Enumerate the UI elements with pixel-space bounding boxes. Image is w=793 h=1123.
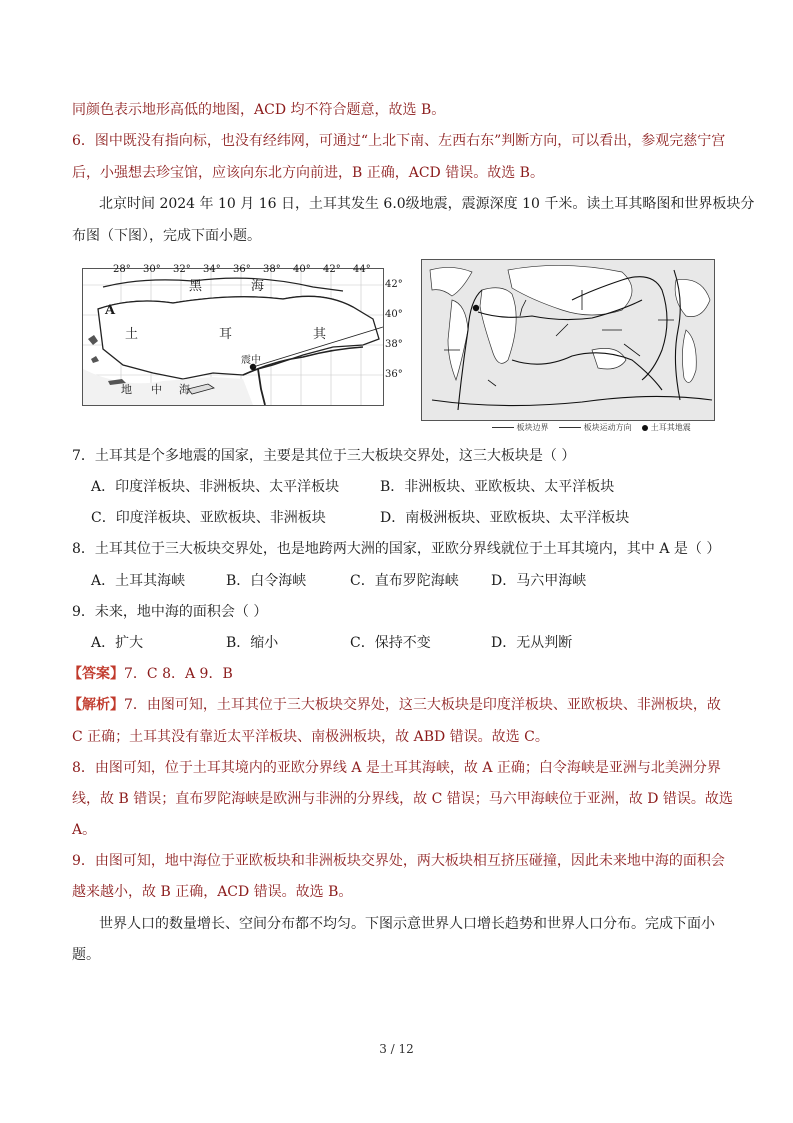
text-line: 越来越小，故 B 正确，ACD 错误。故选 B。 <box>72 884 353 900</box>
text-line: 同颜色表示地形高低的地图，ACD 均不符合题意，故选 B。 <box>72 102 446 118</box>
lon-label: 32° <box>173 264 191 275</box>
option: C．保持不变 <box>350 635 431 651</box>
option: D．无从判断 <box>491 635 573 651</box>
analysis-line <box>68 695 721 715</box>
text-line: 后，小强想去珍宝馆，应该向东北方向前进，B 正确，ACD 错误。故选 B。 <box>72 165 544 181</box>
country-label: 土 <box>125 327 139 342</box>
legend-boundary-line <box>492 427 514 428</box>
text-line: 北京时间 2024 年 10 月 16 日，土耳其发生 6.0级地震，震源深度 10 千米。读土耳其略图和世界板块分 <box>99 196 755 212</box>
lon-label: 42° <box>323 264 341 275</box>
text-line: 线，故 B 错误；直布罗陀海峡是欧洲与非洲的分界线，故 C 错误；马六甲海峡位于亚洲，故 D 错误。故选 <box>72 791 733 807</box>
analysis-text: 7．由图可知，土耳其位于三大板块交界处，这三大板块是印度洋板块、亚欧板块、非洲板块，故 <box>124 697 721 713</box>
lat-label: 40° <box>385 309 403 320</box>
lon-label: 34° <box>203 264 221 275</box>
lat-label: 42° <box>385 279 403 290</box>
option: A．土耳其海峡 <box>91 573 186 589</box>
lon-label: 30° <box>143 264 161 275</box>
text-line: 世界人口的数量增长、空间分布都不均匀。下图示意世界人口增长趋势和世界人口分布。完成下面小 <box>99 916 715 932</box>
text-line: 布图（下图），完成下面小题。 <box>72 228 261 244</box>
point-a-label: A <box>105 303 116 318</box>
text-line: A。 <box>72 822 97 838</box>
answer-line <box>68 664 233 684</box>
text-line: C 正确；土耳其没有靠近太平洋板块、南极洲板块，故 ABD 错误。故选 C。 <box>72 729 549 745</box>
question-9: 9．未来，地中海的面积会（ ） <box>72 604 268 620</box>
question-8: 8．土耳其位于三大板块交界处，也是地跨两大洲的国家，亚欧分界线就位于土耳其境内，其中 A 是（ ） <box>72 541 721 557</box>
turkey-map <box>82 264 403 406</box>
analysis-tag: 【解析】 <box>68 697 124 713</box>
lon-label: 44° <box>353 264 371 275</box>
text-line: 6．图中既没有指向标，也没有经纬网，可通过“上北下南、左西右东”判断方向，可以看出，参观完慈宁宫 <box>72 133 726 149</box>
text-line: 9．由图可知，地中海位于亚欧板块和非洲板块交界处，两大板块相互挤压碰撞，因此未来地中海的面积会 <box>72 853 725 869</box>
legend-motion: 板块运动方向 <box>583 423 632 432</box>
country-label: 耳 <box>219 327 233 342</box>
lat-label: 38° <box>385 339 403 350</box>
country-label: 其 <box>313 327 327 342</box>
legend-arrow-icon <box>559 427 581 428</box>
option: B．白令海峡 <box>226 573 307 589</box>
sea-label: 海 <box>251 279 265 294</box>
sea-label: 中 <box>151 383 162 396</box>
lon-label: 38° <box>263 264 281 275</box>
lon-label: 40° <box>293 264 311 275</box>
answer-tag: 【答案】 <box>68 666 124 682</box>
turkey-quake-dot <box>473 305 479 311</box>
legend-dot-icon <box>642 425 648 431</box>
question-7: 7．土耳其是个多地震的国家，主要是其位于三大板块交界处，这三大板块是（ ） <box>72 448 576 464</box>
world-plates-map <box>421 259 715 421</box>
option: B．非洲板块、亚欧板块、太平洋板块 <box>380 479 615 495</box>
option: D．南极洲板块、亚欧板块、太平洋板块 <box>380 510 630 526</box>
sea-label: 黑 <box>189 279 203 294</box>
lat-label: 36° <box>385 369 403 380</box>
text-line: 8．由图可知，位于土耳其境内的亚欧分界线 A 是土耳其海峡，故 A 正确；白令海峡是亚洲与北美洲分界 <box>72 760 721 776</box>
option: A．扩大 <box>91 635 144 651</box>
option: D．马六甲海峡 <box>491 573 587 589</box>
sea-label: 海 <box>179 383 190 396</box>
text-line: 题。 <box>72 947 100 963</box>
epicenter-label: 震中 <box>241 355 261 366</box>
page-number: 3 / 12 <box>379 1042 414 1056</box>
map-legend <box>492 422 722 436</box>
legend-quake: 土耳其地震 <box>650 423 691 432</box>
option: A．印度洋板块、非洲板块、太平洋板块 <box>91 479 340 495</box>
lon-label: 36° <box>233 264 251 275</box>
answer-text: 7．C 8．A 9．B <box>124 666 233 682</box>
option: C．直布罗陀海峡 <box>350 573 459 589</box>
legend-boundary: 板块边界 <box>516 423 549 432</box>
option: B．缩小 <box>226 635 279 651</box>
lon-label: 28° <box>113 264 131 275</box>
sea-label: 地 <box>121 383 132 396</box>
option: C．印度洋板块、亚欧板块、非洲板块 <box>91 510 326 526</box>
